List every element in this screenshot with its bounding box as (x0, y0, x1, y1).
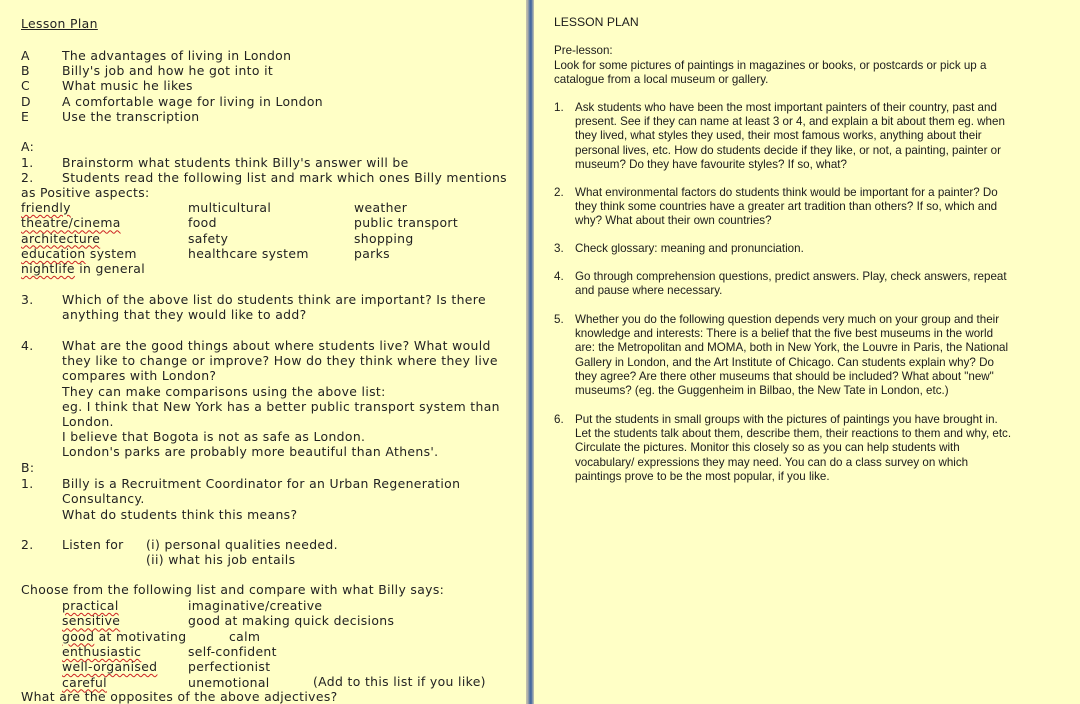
a1-number: 1. (21, 155, 34, 170)
add-note: (Add to this list if you like) (313, 674, 486, 689)
spellcheck-word: good (62, 628, 95, 644)
list-line: are: the Metropolitan and MOMA, both in New York, the Louvre in Paris, the National (575, 341, 1009, 355)
list-line: why? What about their own countries? (575, 214, 772, 228)
list-number: 2. (554, 186, 564, 199)
list-line: personal lives, etc. How do students decide if they like, or not, a painting, painter or (575, 143, 1001, 157)
list-line: Whether you do the following question depends very much on your group and their (575, 313, 1000, 326)
a4-line: What are the good things about where students live? What would (62, 338, 491, 353)
topic-text: Use the transcription (62, 108, 200, 124)
topic-letter: E (21, 108, 30, 124)
spellcheck-word: sensitive (62, 613, 121, 629)
quality-item: calm (229, 628, 261, 644)
aspect-item: public transport (354, 215, 459, 231)
opposites-question: What are the opposites of the above adjectives? (21, 689, 338, 704)
window-divider[interactable] (526, 0, 534, 704)
quality-item (62, 659, 157, 674)
spellcheck-word: careful (62, 674, 107, 690)
spellcheck-word: nightlife (21, 261, 75, 277)
b1-line: What do students think this means? (62, 506, 298, 522)
a2-continuation: as Positive aspects: (21, 185, 150, 200)
section-b-label: B: (21, 460, 35, 475)
aspect-item: shopping (354, 230, 414, 246)
a3-line: Which of the above list do students think are important? Is there (62, 292, 486, 307)
list-line: What environmental factors do students think would be important for a painter? Do (575, 186, 998, 199)
quality-item (62, 613, 120, 628)
list-line: Ask students who have been the most important painters of their country, past and (575, 101, 997, 114)
list-line: Let the students talk about them, describe them, their reactions to them and why, etc. (575, 427, 1012, 441)
list-line: Put the students in small groups with the pictures of paintings you have brought in. (575, 413, 998, 426)
a4-line: They can make comparisons using the above list: (62, 383, 386, 399)
list-line: Go through comprehension questions, predict answers. Play, check answers, repeat (575, 270, 1007, 283)
list-line: museums? (eg. the Guggenheim in Bilbao, the New Tate in London, etc.) (575, 384, 949, 397)
a4-line: they like to change or improve? How do they think where they live (62, 353, 498, 369)
topic-text: Billy's job and how he got into it (62, 63, 274, 79)
topic-text: What music he likes (62, 78, 193, 94)
aspect-item: parks (354, 245, 390, 261)
a4-line: I believe that Bogota is not as safe as London. (62, 429, 366, 445)
a2-number: 2. (21, 170, 34, 185)
aspect-item: weather (354, 200, 408, 215)
a4-line: London. (62, 414, 114, 429)
a4-line: compares with London? (62, 368, 217, 384)
a1-text: Brainstorm what students think Billy's answer will be (62, 155, 409, 170)
list-number: 3. (554, 242, 564, 255)
lesson-plan-right-page (534, 0, 1080, 704)
list-line: present. See if they can name at least 3 or 4, and explain a bit about them eg. when (575, 115, 1005, 129)
a4-line: eg. I think that New York has a better public transport system than (62, 398, 500, 414)
quality-item (62, 675, 107, 690)
quality-item: perfectionist (188, 659, 271, 675)
aspect-item: food (188, 215, 217, 231)
section-a-label: A: (21, 139, 35, 154)
aspect-item: safety (188, 230, 229, 246)
aspect-item: education system (21, 245, 137, 261)
list-number: 6. (554, 413, 564, 426)
b2-item: (i) personal qualities needed. (146, 537, 338, 552)
quality-item (62, 644, 141, 659)
choose-instruction: Choose from the following list and compare with what Billy says: (21, 582, 445, 597)
list-line: Check glossary: meaning and pronunciation. (575, 242, 804, 255)
spellcheck-word: well-organised (62, 659, 158, 675)
b2-item: (ii) what his job entails (146, 552, 296, 568)
spellcheck-word: friendly (21, 200, 71, 215)
spellcheck-word: education (21, 245, 86, 261)
spellcheck-word: theatre/cinema (21, 215, 121, 231)
list-line: Gallery in London, and the Art Institute of Chicago. Can students explain why? Do (575, 355, 994, 369)
left-title: Lesson Plan (21, 16, 98, 31)
quality-item: unemotional (188, 674, 270, 690)
aspect-item (21, 231, 100, 246)
spellcheck-word: architecture (21, 230, 101, 246)
pre-lesson-label: Pre-lesson: (554, 44, 613, 57)
list-line: they lived, what styles they used, their most famous works, anything about their (575, 129, 982, 143)
spellcheck-word: practical (62, 598, 119, 613)
topic-letter: C (21, 78, 31, 94)
right-title: LESSON PLAN (554, 15, 639, 29)
quality-item (62, 598, 119, 613)
a3-number: 3. (21, 292, 34, 307)
a4-number: 4. (21, 338, 34, 353)
lesson-plan-left-page (0, 0, 526, 704)
aspect-item (21, 200, 71, 215)
b1-number: 1. (21, 476, 34, 491)
list-line: paintings prove to be the most popular, if you like. (575, 469, 830, 483)
topic-letter: B (21, 63, 30, 79)
a4-line: London's parks are probably more beautiful than Athens'. (62, 444, 439, 460)
a2-text: Students read the following list and mark which ones Billy mentions (62, 170, 507, 185)
b2-label: Listen for (62, 537, 124, 552)
list-number: 4. (554, 270, 564, 283)
aspect-item (21, 215, 121, 230)
b1-line: Consultancy. (62, 491, 145, 507)
aspect-item: healthcare system (188, 245, 309, 261)
pre-lesson-line: Look for some pictures of paintings in magazines or books, or postcards or pick up a (554, 59, 987, 72)
quality-item: imaginative/creative (188, 598, 323, 613)
topic-text: The advantages of living in London (62, 48, 292, 63)
list-line: knowledge and interests: There is a belief that the five best museums in the world (575, 327, 994, 341)
list-line: they think some countries have a greater art tradition than others? If so, which and (575, 200, 998, 214)
list-number: 5. (554, 313, 564, 326)
list-line: vocabulary/ expressions they may need. You can do a class survey on which (575, 455, 969, 469)
topic-text: A comfortable wage for living in London (62, 93, 323, 109)
list-line: Circulate the pictures. Monitor this closely so as you can help students with (575, 441, 960, 455)
topic-letter: A (21, 48, 30, 63)
list-number: 1. (554, 101, 564, 114)
b2-number: 2. (21, 537, 34, 552)
aspect-item: nightlife in general (21, 261, 146, 277)
quality-item: good at motivating (62, 628, 187, 644)
topic-letter: D (21, 93, 31, 109)
list-line: and pause where necessary. (575, 284, 723, 298)
b1-line: Billy is a Recruitment Coordinator for an Urban Regeneration (62, 476, 461, 491)
spellcheck-word: enthusiastic (62, 643, 142, 659)
list-line: museum? Do they have favourite styles? If so, what? (575, 157, 847, 171)
quality-item: self-confident (188, 643, 277, 659)
pre-lesson-line: catalogue from a local museum or gallery. (554, 73, 769, 87)
quality-item: good at making quick decisions (188, 613, 395, 629)
aspect-item: multicultural (188, 200, 272, 215)
list-line: they agree? Are there other museums that should be included? What about "new" (575, 369, 994, 383)
a3-line: anything that they would like to add? (62, 307, 307, 323)
